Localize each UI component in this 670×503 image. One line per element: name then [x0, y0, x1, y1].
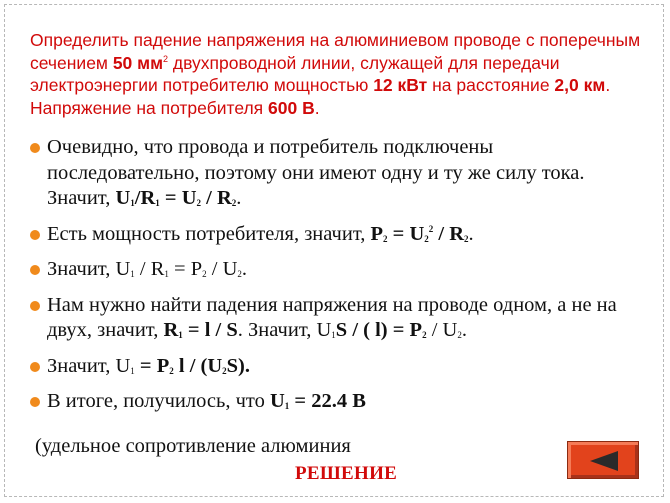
formula-end: .	[236, 187, 242, 209]
subscript: 1	[130, 269, 135, 279]
subscript: 1	[331, 330, 336, 340]
problem-text-3: на расстояние	[427, 75, 555, 95]
formula-part: / U	[206, 258, 238, 280]
bullet-dot	[30, 397, 40, 407]
formula-part: / U	[426, 319, 458, 341]
formula-part: /R	[134, 187, 156, 209]
subscript: 2	[464, 233, 469, 244]
subscript: 1	[130, 365, 135, 376]
step-1	[30, 135, 650, 212]
subscript: 2	[383, 233, 388, 244]
step-6	[30, 389, 650, 415]
formula	[115, 187, 236, 209]
formula-part: / R	[433, 222, 465, 245]
solution-link[interactable]: РЕШЕНИЕ	[295, 463, 398, 484]
problem-statement	[30, 29, 645, 119]
subscript: 2	[457, 330, 462, 340]
subscript: 1	[178, 330, 183, 340]
step-text: Значит, U	[47, 258, 131, 280]
solution-steps	[30, 135, 650, 425]
bullet-dot	[30, 265, 40, 275]
formula-part: / R	[134, 258, 165, 280]
arrow-left-icon	[588, 450, 620, 472]
subscript: 1	[130, 198, 135, 208]
formula-part: S / ( l) = P	[335, 319, 423, 341]
subscript: 1	[284, 401, 290, 411]
formula-part: = P	[168, 258, 203, 280]
problem-text-2: двухпроводной линии, служащей для передачи электроэнергии потребителю мощностью	[30, 52, 560, 95]
superscript: 2	[428, 223, 434, 234]
result-formula	[270, 390, 366, 412]
bullet-dot	[30, 362, 40, 372]
subscript: 1	[164, 269, 169, 279]
bullet-dot	[30, 143, 40, 153]
formula	[163, 319, 237, 341]
bullet-dot	[30, 301, 40, 311]
cross-section-value: 50 мм	[112, 52, 164, 73]
formula-part: = U	[159, 187, 197, 209]
step-2	[30, 222, 650, 248]
formula-part: U	[269, 390, 285, 412]
formula-part: P	[370, 222, 384, 245]
step-text: Очевидно, что провода и потребитель подключены последовательно, поэтому они имеют одну и ту же силу тока. Значит,	[47, 136, 585, 209]
formula-part: S).	[226, 354, 251, 377]
formula-part: U	[115, 187, 131, 209]
formula-part: = l / S	[182, 319, 238, 341]
step-4	[30, 293, 650, 344]
formula-part: = P	[134, 354, 170, 377]
step-text: Нам нужно найти падения напряжения на проводе одном, а не на двух, значит,	[47, 293, 617, 341]
result-value: = 22.4 В	[289, 390, 366, 412]
subscript: 2	[424, 233, 429, 244]
subscript: 2	[196, 198, 202, 208]
subscript: 2	[202, 269, 207, 279]
subscript: 2	[222, 365, 227, 376]
formula	[336, 319, 427, 341]
bullet-dot	[30, 230, 40, 240]
formula-end: .	[461, 319, 467, 341]
formula-part: / R	[201, 187, 232, 209]
subscript: 2	[169, 365, 174, 376]
formula	[135, 355, 250, 377]
step-5	[30, 354, 650, 380]
formula-part: l / (U	[173, 354, 223, 377]
formula-part: R	[163, 319, 179, 341]
subscript: 2	[237, 269, 242, 279]
step-text: В итоге, получилось, что	[47, 390, 270, 412]
formula-part: = U	[387, 222, 425, 245]
resistivity-note: (удельное сопротивление алюминия	[35, 435, 351, 457]
problem-text-1: Определить падение напряжения на алюминиевом проводе с поперечным сечением	[30, 30, 641, 73]
subscript: 2	[422, 330, 427, 340]
voltage-value: 600 В	[268, 97, 315, 118]
problem-text-5: .	[314, 97, 320, 118]
step-text: . Значит, U	[237, 319, 332, 341]
formula-end: .	[468, 222, 474, 245]
formula-end: .	[241, 258, 247, 280]
subscript: 2	[231, 198, 237, 208]
step-text: Есть мощность потребителя, значит,	[47, 222, 371, 245]
step-3	[30, 257, 650, 283]
cross-section-exponent: 2	[163, 53, 169, 64]
step-text: Значит, U	[47, 354, 131, 377]
back-button[interactable]	[567, 441, 639, 479]
distance-value: 2,0 км	[554, 75, 606, 95]
power-value: 12 кВт	[373, 75, 428, 95]
problem-text-4: . Напряжение на потребителя	[30, 75, 611, 118]
subscript: 1	[155, 198, 160, 208]
formula	[371, 223, 469, 245]
